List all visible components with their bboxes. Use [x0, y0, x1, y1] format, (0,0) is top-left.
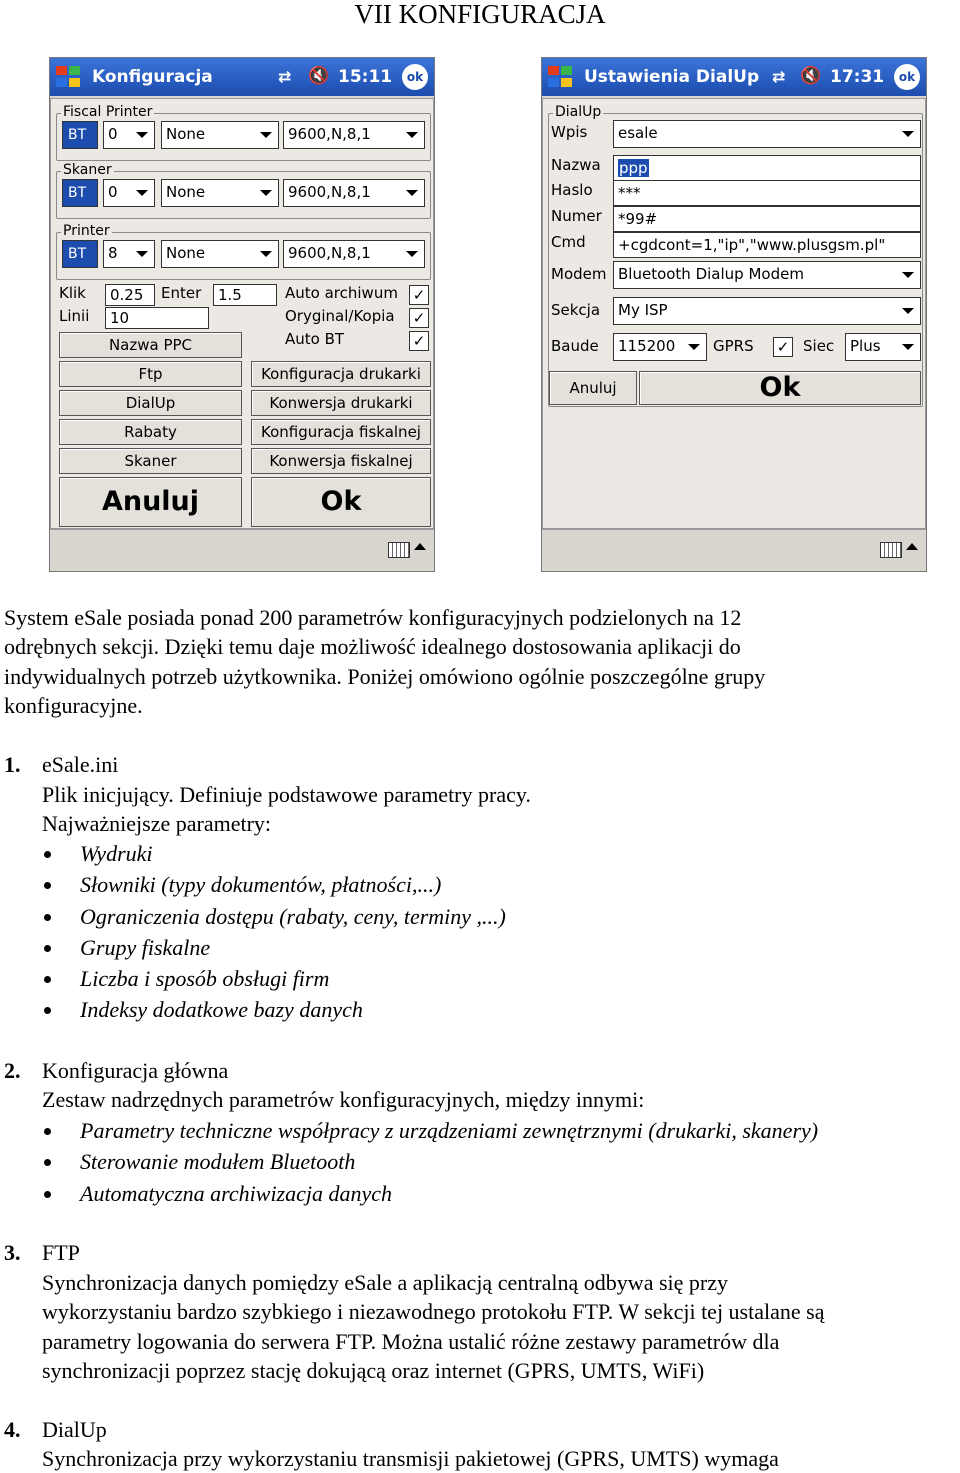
input-arrow-up-icon[interactable]: [906, 543, 918, 550]
ok-button[interactable]: Ok: [251, 477, 431, 527]
sekcja-select[interactable]: My ISP: [613, 297, 921, 325]
windows-start-icon[interactable]: [546, 65, 576, 89]
dialup-panel: [542, 98, 926, 529]
section-line: parametry logowania do serwera FTP. Można ustalić różne zestawy parametrów dla: [42, 1329, 780, 1354]
list-item: Parametry techniczne współpracy z urządzeniami zewnętrznymi (drukarki, skanery): [42, 1115, 818, 1146]
konfiguracja-screen: [49, 57, 435, 572]
section-line: synchronizacji poprzez stację dokującą oraz internet (GPRS, UMTS, WiFi): [42, 1358, 705, 1383]
skaner-button[interactable]: Skaner: [59, 448, 242, 474]
list-item: Liczba i sposób obsługi firm: [42, 963, 506, 994]
section1-bullet-list: [42, 838, 506, 1026]
windows-start-icon[interactable]: [54, 65, 84, 89]
section-title: FTP: [42, 1240, 80, 1265]
fiscal-printer-type[interactable]: BT: [62, 121, 98, 149]
soft-input-bar: [50, 529, 434, 571]
intro-line: odrębnych sekcji. Dzięki temu daje możliwość idealnego dostosowania aplikacji do: [4, 634, 741, 659]
section-number: 2.: [4, 1058, 21, 1083]
section-number: 4.: [4, 1417, 21, 1442]
section-line: Synchronizacja danych pomiędzy eSale a aplikacją centralną odbywa się przy: [42, 1270, 728, 1295]
volume-muted-icon[interactable]: 🔇: [800, 66, 822, 86]
title-ok-button[interactable]: ok: [894, 64, 920, 90]
keyboard-icon[interactable]: [388, 542, 410, 558]
wpis-select[interactable]: esale: [613, 120, 921, 148]
scanner-type[interactable]: BT: [62, 179, 98, 207]
section-line: wykorzystaniu bardzo szybkiego i niezawodnego protokołu FTP. W sekcji tej ustalane są: [42, 1299, 825, 1324]
intro-line: konfiguracyjne.: [4, 693, 143, 718]
keyboard-icon[interactable]: [880, 542, 902, 558]
title-bar: [542, 58, 926, 96]
window-title: Konfiguracja: [92, 67, 213, 87]
nazwa-input[interactable]: [613, 155, 921, 181]
konwersja-fiskalnej-button[interactable]: Konwersja fiskalnej: [251, 448, 431, 474]
printer-settings-select[interactable]: 9600,N,8,1: [283, 240, 425, 268]
clock[interactable]: 15:11: [338, 67, 393, 87]
soft-input-bar: [542, 529, 926, 571]
klik-input[interactable]: 0.25: [105, 284, 155, 306]
linii-input[interactable]: 10: [105, 307, 209, 329]
numer-input[interactable]: *99#: [613, 206, 921, 232]
list-item: Ograniczenia dostępu (rabaty, ceny, terminy ,...): [42, 901, 506, 932]
scanner-label: Skaner: [63, 162, 112, 178]
anuluj-button[interactable]: Anuluj: [549, 371, 637, 405]
haslo-label: Haslo: [551, 181, 593, 199]
modem-label: Modem: [551, 265, 607, 283]
connectivity-icon[interactable]: ⇄: [278, 67, 292, 86]
printer-type[interactable]: BT: [62, 240, 98, 268]
section-title: eSale.ini: [42, 752, 119, 777]
oryginal-kopia-label: Oryginal/Kopia: [285, 307, 395, 325]
intro-line: System eSale posiada ponad 200 parametrów konfiguracyjnych podzielonych na 12: [4, 605, 742, 630]
nazwa-input-value: ppp: [619, 159, 648, 177]
printer-label: Printer: [63, 223, 110, 239]
enter-label: Enter: [161, 284, 202, 302]
cmd-label: Cmd: [551, 233, 586, 251]
modem-select[interactable]: Bluetooth Dialup Modem: [613, 261, 921, 289]
list-item: Sterowanie modułem Bluetooth: [42, 1146, 818, 1177]
gprs-label: GPRS: [713, 337, 754, 355]
ftp-button[interactable]: Ftp: [59, 361, 242, 387]
enter-input[interactable]: 1.5: [213, 284, 277, 306]
section2-bullet-list: [42, 1115, 818, 1209]
config-panel: [50, 98, 434, 529]
numer-label: Numer: [551, 207, 602, 225]
linii-label: Linii: [59, 307, 90, 325]
connectivity-icon[interactable]: ⇄: [772, 67, 786, 86]
auto-bt-label: Auto BT: [285, 330, 345, 348]
haslo-input[interactable]: ***: [613, 180, 921, 206]
siec-select[interactable]: Plus: [845, 333, 921, 361]
wpis-label: Wpis: [551, 123, 588, 141]
auto-bt-checkbox[interactable]: ✓: [409, 331, 429, 351]
sekcja-label: Sekcja: [551, 301, 601, 319]
printer-group: [56, 223, 431, 280]
dialup-group-label: DialUp: [555, 104, 602, 120]
anuluj-button[interactable]: Anuluj: [59, 477, 242, 527]
printer-port-select[interactable]: 8: [103, 240, 155, 268]
konfiguracja-fiskalnej-button[interactable]: Konfiguracja fiskalnej: [251, 419, 431, 445]
section-line: Najważniejsze parametry:: [42, 811, 272, 836]
nazwa-label: Nazwa: [551, 156, 601, 174]
list-item: Słowniki (typy dokumentów, płatności,...): [42, 869, 506, 900]
klik-label: Klik: [59, 284, 86, 302]
gprs-checkbox[interactable]: ✓: [773, 337, 793, 357]
oryginal-kopia-checkbox[interactable]: ✓: [409, 308, 429, 328]
volume-muted-icon[interactable]: 🔇: [308, 66, 330, 86]
konfiguracja-drukarki-button[interactable]: Konfiguracja drukarki: [251, 361, 431, 387]
list-item: Grupy fiskalne: [42, 932, 506, 963]
fiscal-printer-port-select[interactable]: 0: [103, 121, 155, 149]
fiscal-printer-model-select[interactable]: None: [161, 121, 279, 149]
baude-label: Baude: [551, 337, 599, 355]
auto-archiwum-checkbox[interactable]: ✓: [409, 285, 429, 305]
section-number: 3.: [4, 1240, 21, 1265]
document-title: VII KONFIGURACJA: [354, 0, 606, 29]
section-number: 1.: [4, 752, 21, 777]
fiscal-printer-settings-select[interactable]: 9600,N,8,1: [283, 121, 425, 149]
section-line: Plik inicjujący. Definiuje podstawowe parametry pracy.: [42, 782, 531, 807]
siec-label: Siec: [803, 337, 835, 355]
cmd-input[interactable]: +cgdcont=1,"ip","www.plusgsm.pl": [613, 232, 921, 258]
section-line: Synchronizacja przy wykorzystaniu transmisji pakietowej (GPRS, UMTS) wymaga: [42, 1446, 779, 1471]
scanner-group: [56, 162, 431, 219]
list-item: Automatyczna archiwizacja danych: [42, 1178, 818, 1209]
list-item: Indeksy dodatkowe bazy danych: [42, 994, 506, 1025]
rabaty-button[interactable]: Rabaty: [59, 419, 242, 445]
title-bar: [50, 58, 434, 96]
section-line: Zestaw nadrzędnych parametrów konfiguracyjnych, między innymi:: [42, 1087, 645, 1112]
dialup-settings-screen: [541, 57, 927, 572]
fiscal-printer-group: [56, 104, 431, 161]
scanner-settings-select[interactable]: 9600,N,8,1: [283, 179, 425, 207]
printer-model-select[interactable]: None: [161, 240, 279, 268]
intro-line: indywidualnych potrzeb użytkownika. Poniżej omówiono ogólnie poszczególne grupy: [4, 664, 766, 689]
dialup-button[interactable]: DialUp: [59, 390, 242, 416]
fiscal-printer-label: Fiscal Printer: [63, 104, 153, 120]
ok-button[interactable]: Ok: [639, 371, 921, 405]
input-arrow-up-icon[interactable]: [414, 543, 426, 550]
list-item: Wydruki: [42, 838, 506, 869]
title-ok-button[interactable]: ok: [402, 64, 428, 90]
clock[interactable]: 17:31: [830, 67, 885, 87]
scanner-model-select[interactable]: None: [161, 179, 279, 207]
konwersja-drukarki-button[interactable]: Konwersja drukarki: [251, 390, 431, 416]
auto-archiwum-label: Auto archiwum: [285, 284, 398, 302]
window-title: Ustawienia DialUp: [584, 67, 760, 87]
section-title: DialUp: [42, 1417, 107, 1442]
scanner-port-select[interactable]: 0: [103, 179, 155, 207]
nazwa-ppc-button[interactable]: Nazwa PPC: [59, 332, 242, 358]
section-title: Konfiguracja główna: [42, 1058, 229, 1083]
baude-select[interactable]: 115200: [613, 333, 707, 361]
